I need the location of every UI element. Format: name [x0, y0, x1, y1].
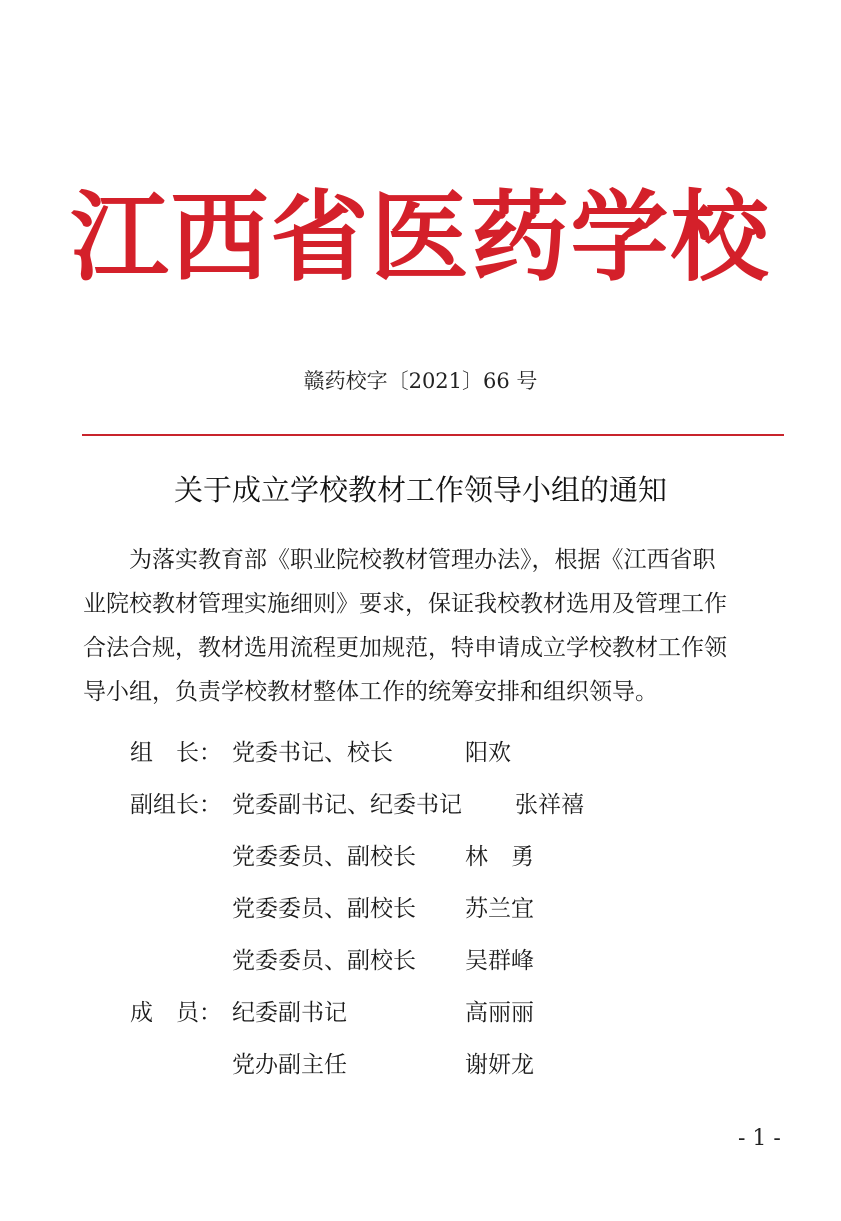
body-line: 合法合规，教材选用流程更加规范，特申请成立学校教材工作领	[83, 635, 727, 661]
deputy-name: 苏兰宜	[465, 896, 534, 922]
deputy-name: 林 勇	[465, 844, 534, 870]
body-paragraph	[83, 538, 783, 714]
leader-position: 党委书记、校长	[232, 740, 393, 766]
member-name: 高丽丽	[465, 1000, 534, 1026]
body-line: 为落实教育部《职业院校教材管理办法》，根据《江西省职	[129, 547, 716, 573]
member-name: 谢妍龙	[465, 1052, 534, 1078]
member-position: 党办副主任	[232, 1052, 347, 1078]
red-divider-line	[82, 434, 784, 436]
deputy-position: 党委委员、副校长	[232, 844, 416, 870]
member-position: 纪委副书记	[232, 1000, 347, 1026]
document-number: 赣药校字〔2021〕66 号	[303, 369, 538, 393]
document-title: 关于成立学校教材工作领导小组的通知	[173, 473, 667, 507]
deputy-name: 吴群峰	[465, 948, 534, 974]
masthead-title: 江西省医药学校	[70, 180, 771, 295]
deputy-position: 党委委员、副校长	[232, 948, 416, 974]
page-number: - 1 -	[738, 1126, 781, 1151]
leader-label: 组 长：	[130, 740, 222, 766]
leader-name: 阳欢	[465, 740, 511, 766]
member-label: 成 员：	[130, 1000, 222, 1026]
body-line: 业院校教材管理实施细则》要求，保证我校教材选用及管理工作	[83, 591, 727, 617]
deputy-label: 副组长：	[130, 792, 222, 818]
body-line: 导小组，负责学校教材整体工作的统筹安排和组织领导。	[83, 679, 658, 705]
deputy-position: 党委副书记、纪委书记	[232, 792, 462, 818]
deputy-position: 党委委员、副校长	[232, 896, 416, 922]
deputy-name: 张祥禧	[515, 792, 584, 818]
